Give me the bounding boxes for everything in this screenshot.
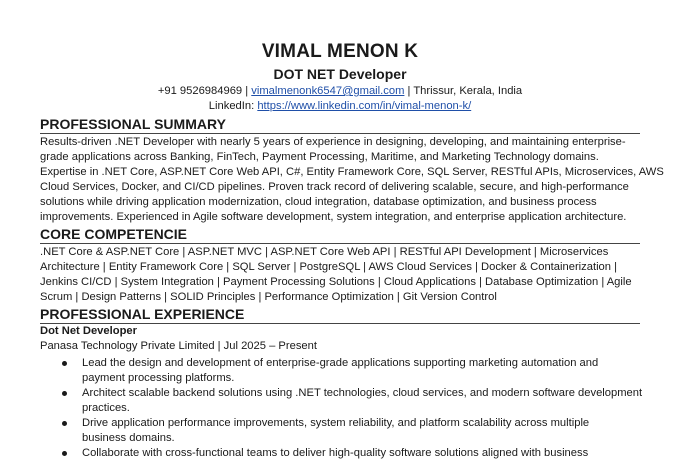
summary-line: solutions while driving application modernization, cloud integration, database optimization, and business process — [40, 196, 597, 208]
competencies-line: Scrum | Design Patterns | SOLID Principles | Performance Optimization | Git Version Control — [40, 291, 497, 303]
bullet-dot-icon — [62, 451, 67, 456]
job-role-title: DOT NET Developer — [273, 66, 407, 82]
bullet-text-line: Drive application performance improvements, system reliability, and platform scalability across multiple — [82, 417, 590, 429]
bullet-text-line: practices. — [82, 402, 130, 414]
separator: | — [407, 85, 411, 97]
competencies-paragraph — [40, 245, 640, 305]
candidate-name: VIMAL MENON K — [261, 41, 419, 62]
competencies-line: .NET Core & ASP.NET Core | ASP.NET MVC | ASP.NET Core Web API | RESTful API Development | Microservices — [40, 246, 609, 258]
linkedin-label: LinkedIn: — [208, 100, 255, 112]
summary-line: Cloud Services, Docker, and CI/CD pipelines. Proven track record of delivering scalable, secure, and high-performance — [40, 181, 629, 193]
summary-heading: PROFESSIONAL SUMMARY — [40, 116, 640, 134]
bullet-dot-icon — [62, 391, 67, 396]
linkedin-line — [0, 99, 680, 113]
competencies-line: Architecture | Entity Framework Core | SQL Server | PostgreSQL | AWS Cloud Services | Docker & Containerization | — [40, 261, 618, 273]
competencies-line: Jenkins CI/CD | System Integration | Payment Processing Solutions | Cloud Applications | Database Optimization | Agile — [40, 276, 632, 288]
separator: | — [245, 85, 249, 97]
summary-line: Expertise in .NET Core, ASP.NET Core Web API, C#, Entity Framework Core, SQL Server, RESTful APIs, Microservices, AWS — [40, 166, 664, 178]
experience-heading: PROFESSIONAL EXPERIENCE — [40, 306, 640, 324]
email-link[interactable]: vimalmenonk6547@gmail.com — [251, 85, 405, 97]
summary-line: Results-driven .NET Developer with nearly 5 years of experience in designing, developing, and maintaining enterprise- — [40, 136, 626, 148]
phone-number: +91 9526984969 — [157, 85, 243, 97]
job-company-dates: Panasa Technology Private Limited | Jul 2025 – Present — [40, 340, 317, 352]
bullet-text-line: Architect scalable backend solutions using .NET technologies, cloud services, and modern software development — [82, 387, 643, 399]
linkedin-link[interactable]: https://www.linkedin.com/in/vimal-menon-k/ — [257, 100, 472, 112]
bullet-text-line: Lead the design and development of enterprise-grade applications supporting marketing automation and — [82, 357, 599, 369]
contact-line — [0, 84, 680, 98]
bullet-text-line: business domains. — [82, 432, 175, 444]
bullet-dot-icon — [62, 421, 67, 426]
summary-line: grade applications across Banking, FinTech, Payment Processing, Maritime, and Marketing Technology domains. — [40, 151, 599, 163]
bullet-text-line: payment processing platforms. — [82, 372, 235, 384]
summary-paragraph — [40, 135, 664, 225]
summary-line: improvements. Experienced in Agile software development, system integration, and enterprise application architecture. — [40, 211, 627, 223]
competencies-heading: CORE COMPETENCIE — [40, 226, 640, 244]
bullet-dot-icon — [62, 361, 67, 366]
job-title: Dot Net Developer — [40, 325, 137, 337]
bullet-text-line: Collaborate with cross-functional teams to deliver high-quality software solutions aligned with business — [82, 447, 589, 459]
location: Thrissur, Kerala, India — [413, 85, 523, 97]
